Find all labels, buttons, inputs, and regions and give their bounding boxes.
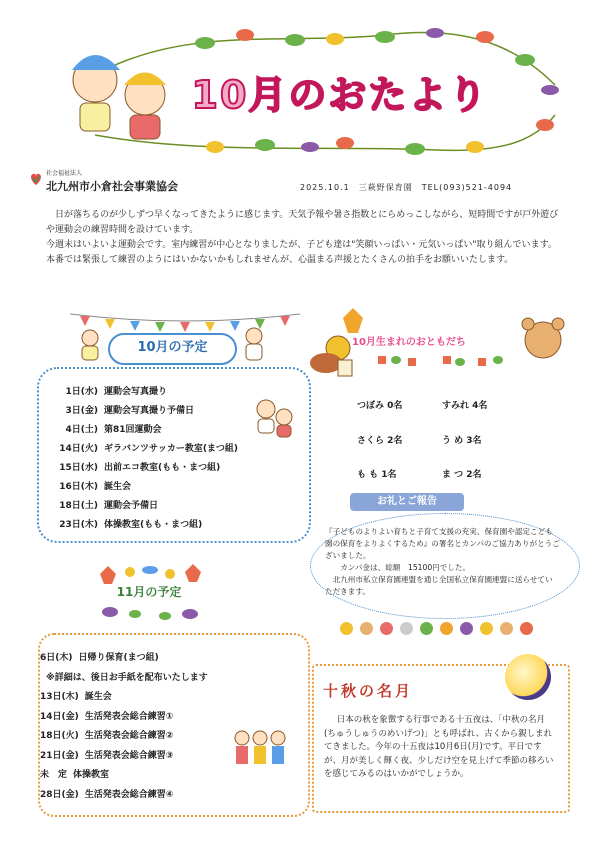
schedule-event: 運動会予備日 (104, 501, 159, 511)
thanks-line: 北九州市私立保育園連盟を通じ全国私立保育園連盟に送らせていただきます。 (325, 575, 553, 596)
org-type-label: 社会福祉法人 (46, 170, 83, 177)
schedule-item (40, 403, 194, 416)
schedule-item (40, 689, 112, 702)
performers-illustration (232, 728, 288, 768)
intro-paragraph: 今週末はいよいよ運動会です。室内練習が中心となりましたが、子ども達は"笑顔いっぱい・元気いっぱい"取り組んでいます。本番では緊張して練習のようにはいかないかもしれませんが、心温まる声援とたくさんの拍手をお願いいたします。 (46, 240, 557, 265)
schedule-date: 未 定 (40, 770, 68, 780)
schedule-event: 運動会写真撮り予備日 (104, 406, 195, 416)
schedule-item (40, 670, 208, 683)
sports-day-illustration (252, 395, 296, 439)
schedule-event: 日帰り保育(まつ組) (78, 653, 159, 663)
schedule-date: 6日(木) (40, 653, 73, 663)
schedule-event: 誕生会 (104, 482, 132, 492)
birthday-count: う め 3名 (442, 436, 482, 446)
schedule-item (40, 479, 131, 492)
schedule-date: 14日(金) (40, 711, 79, 722)
schedule-event: 体操教室 (73, 770, 110, 780)
moon-icon (505, 654, 551, 700)
animal-faces-row (340, 622, 550, 636)
october-schedule-title: 10月の予定 (108, 333, 237, 365)
moon-viewing-title: 十秋の名月 (323, 682, 414, 700)
schedule-event: ギラバンツサッカー教室(まつ組) (104, 444, 239, 454)
children-illustration (50, 25, 180, 145)
child-runner-illustration (72, 328, 108, 362)
schedule-item (40, 650, 159, 663)
schedule-event: 第81回運動会 (104, 425, 162, 435)
org-logo-icon (30, 172, 42, 186)
schedule-date: 16日(木) (59, 482, 98, 492)
thanks-text (325, 526, 560, 598)
schedule-item (40, 460, 220, 473)
schedule-event: ※詳細は、後日お手紙を配布いたします (46, 672, 208, 683)
schedule-event: 運動会写真撮り (104, 387, 168, 397)
schedule-event: 体操教室(もも・まつ組) (104, 520, 203, 530)
schedule-item (40, 517, 202, 530)
birthday-count: つぼみ 0名 (357, 401, 403, 411)
schedule-date: 18日(土) (59, 501, 98, 511)
schedule-date: 18日(火) (40, 731, 79, 741)
schedule-date: 3日(金) (65, 406, 98, 416)
moon-viewing-text: 日本の秋を象徴する行事である十五夜は、「中秋の名月(ちゅうしゅうのめいげつ)」とも呼ばれ、古くから親しまれてきました。今年の十五夜は10月6日(月)です。平日ですが、月が美しく輝く夜、少しだけ空を見上げて季節の移ろいを感じてみるのはいかがでしょうか。 (324, 715, 554, 779)
schedule-event: 出前エコ教室(もも・まつ組) (104, 463, 221, 473)
intro-text (46, 208, 561, 268)
schedule-date: 14日(火) (59, 444, 98, 454)
schedule-event: 生活発表会総合練習② (84, 731, 174, 741)
birthday-count: ま つ 2名 (442, 470, 482, 480)
schedule-date: 28日(金) (40, 789, 79, 800)
schedule-item (40, 384, 167, 397)
birthday-count: すみれ 4名 (442, 401, 488, 411)
birthday-title: 10月生まれのおともだち (352, 337, 466, 348)
schedule-date: 4日(土) (65, 425, 98, 435)
schedule-item (40, 441, 238, 454)
schedule-event: 生活発表会総合練習④ (84, 789, 174, 800)
schedule-item (40, 498, 158, 511)
birthday-count: さくら 2名 (357, 436, 403, 446)
intro-paragraph: 日が落ちるのが少しずつ早くなってきたように感じます。天気予報や暑さ指数とにらめっこしながら、短時間ですが戸外遊びや運動会の練習時間を設けています。 (46, 210, 559, 235)
child-runner-illustration (234, 326, 274, 364)
schedule-item (40, 709, 173, 722)
schedule-item (40, 422, 162, 435)
schedule-event: 誕生会 (84, 692, 112, 702)
thanks-line: 『子どものよりよい育ちと子育て支援の充実、保育園や認定こども園の保育をよりよくするため』の署名とカンパのご協力ありがとうございました。 (325, 527, 560, 560)
schedule-item (40, 748, 173, 761)
page-title: 10月のおたより (191, 73, 489, 117)
thanks-title: お礼とご報告 (350, 493, 464, 511)
thanks-line: カンパ金は、総額 15100円でした。 (340, 563, 471, 572)
org-name: 北九州市小倉社会事業協会 (46, 180, 178, 193)
schedule-date: 23日(木) (59, 520, 98, 530)
schedule-date: 21日(金) (40, 750, 79, 761)
schedule-item (40, 728, 173, 741)
schedule-date: 13日(木) (40, 692, 79, 702)
schedule-item (40, 767, 109, 780)
schedule-date: 15日(水) (59, 463, 98, 473)
schedule-event: 生活発表会総合練習① (84, 711, 174, 722)
schedule-date: 1日(水) (65, 387, 98, 397)
schedule-item (40, 787, 173, 800)
schedule-event: 生活発表会総合練習③ (84, 750, 174, 761)
title-area (170, 55, 510, 135)
november-schedule-title: 11月の予定 (116, 585, 182, 599)
birthday-count: も も 1名 (357, 470, 397, 480)
header-info-line: 2025.10.1 三萩野保育園 TEL(093)521-4094 (300, 183, 513, 192)
